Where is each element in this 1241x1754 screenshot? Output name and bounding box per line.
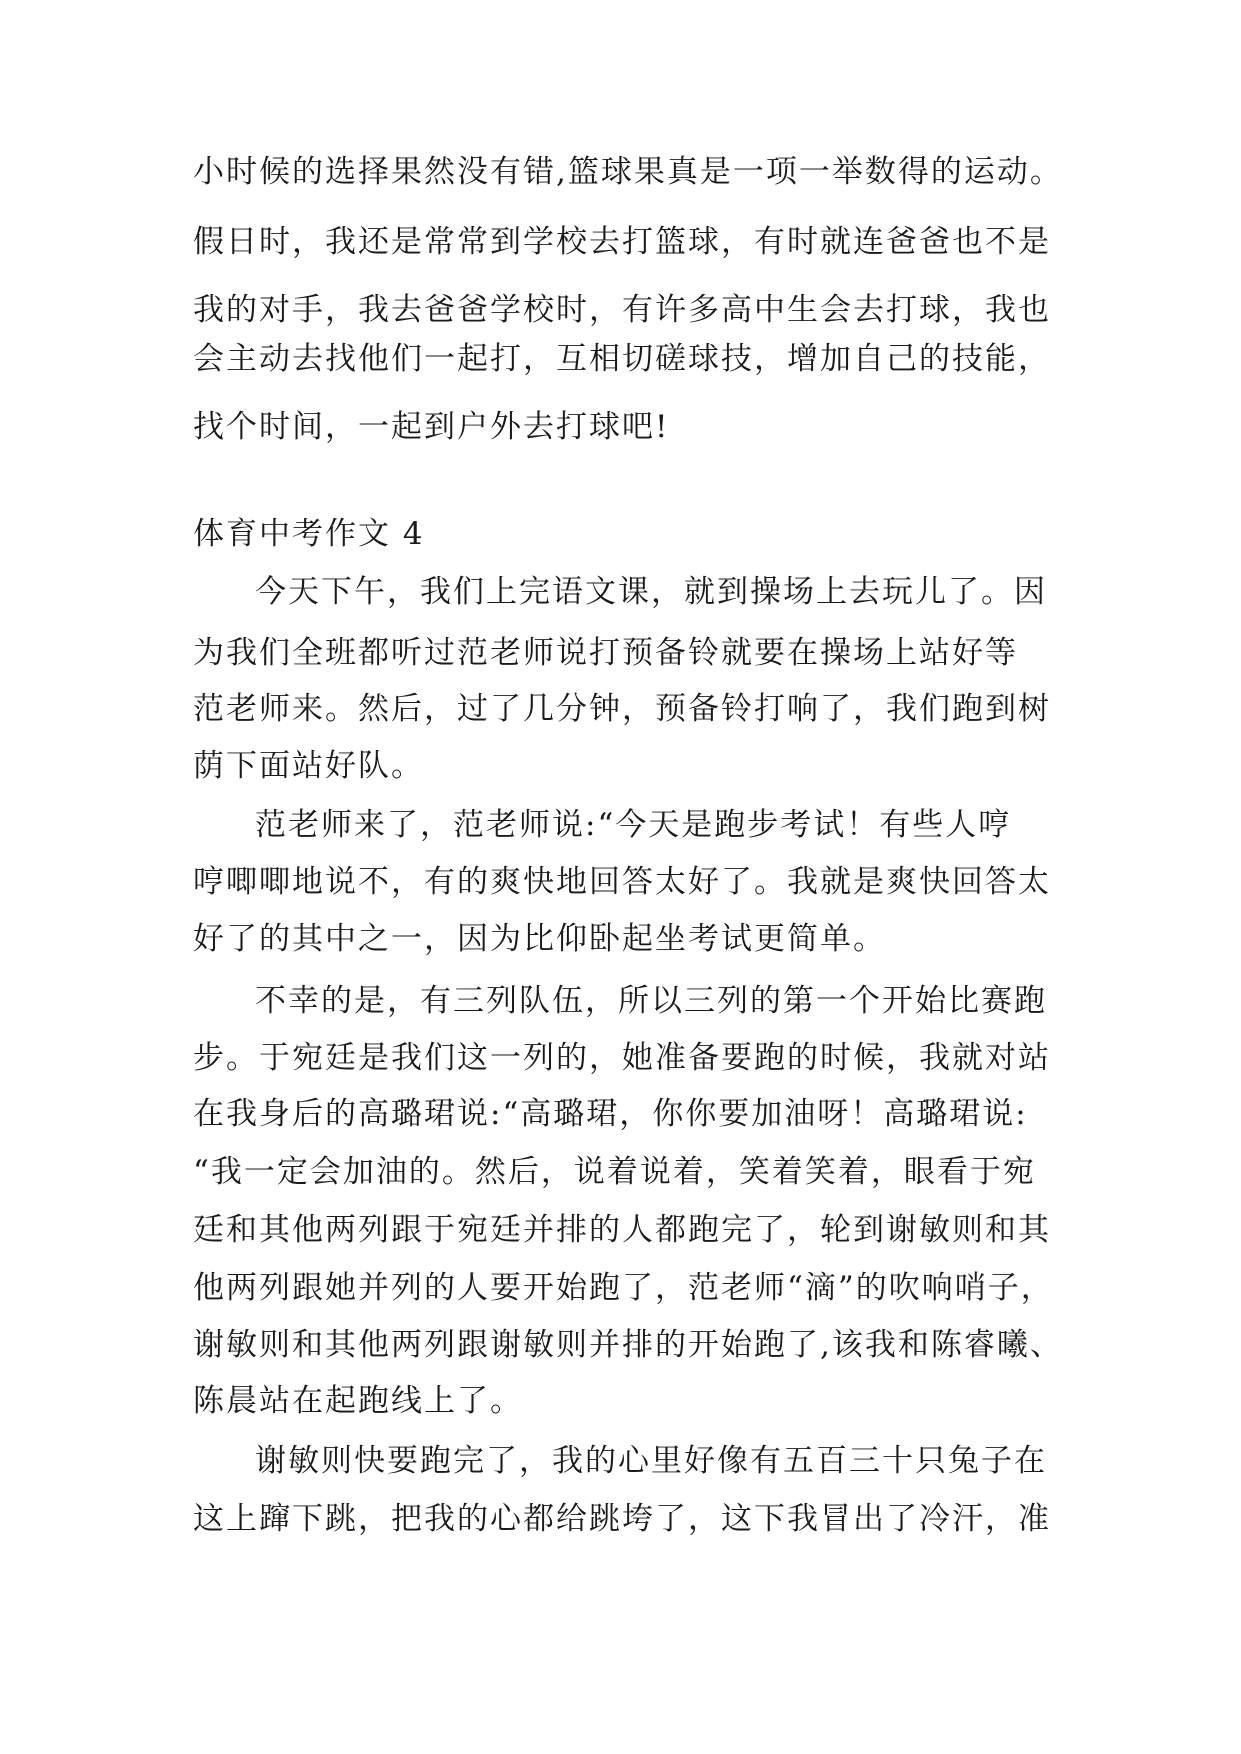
text-line: “我一定会加油的。然后，说着说着，笑着笑着，眼看于宛 [193,1154,1036,1190]
text-line: 好了的其中之一，因为比仰卧起坐考试更简单。 [193,921,886,957]
text-line: 假日时，我还是常常到学校去打篮球，有时就连爸爸也不是 [193,224,1051,260]
paragraph-first-line: 今天下午，我们上完语文课，就到操场上去玩儿了。因 [255,574,1047,610]
text-line: 他两列跟她并列的人要开始跑了，范老师“滴”的吹响哨子， [193,1270,1054,1306]
text-line: 陈晨站在起跑线上了。 [193,1383,523,1419]
text-line: 步。于宛廷是我们这一列的，她准备要跑的时候，我就对站 [193,1040,1051,1076]
section-heading: 体育中考作文 4 [193,516,425,552]
text-line: 会主动去找他们一起打，互相切磋球技，增加自己的技能， [193,341,1051,377]
paragraph-first-line: 谢敏则快要跑完了，我的心里好像有五百三十只兔子在 [255,1443,1047,1479]
text-line: 谢敏则和其他两列跟谢敏则并排的开始跑了,该我和陈睿曦、 [193,1327,1063,1363]
text-line: 小时候的选择果然没有错,篮球果真是一项一举数得的运动。 [193,154,1063,190]
text-line: 为我们全班都听过范老师说打预备铃就要在操场上站好等 [193,635,1018,671]
text-line: 这上蹿下跳，把我的心都给跳垮了，这下我冒出了冷汗，准 [193,1501,1051,1537]
text-line: 哼唧唧地说不，有的爽快地回答太好了。我就是爽快回答太 [193,864,1051,900]
text-line: 在我身后的高璐珺说:“高璐珺，你你要加油呀！高璐珺说: [193,1096,1028,1132]
text-line: 廷和其他两列跟于宛廷并排的人都跑完了，轮到谢敏则和其 [193,1212,1051,1248]
paragraph-first-line: 范老师来了，范老师说:“今天是跑步考试！有些人哼 [255,807,1012,843]
text-line: 我的对手，我去爸爸学校时，有许多高中生会去打球，我也 [193,292,1051,328]
text-line: 找个时间，一起到户外去打球吧! [193,409,670,445]
text-line: 荫下面站好队。 [193,748,424,784]
paragraph-first-line: 不幸的是，有三列队伍，所以三列的第一个开始比赛跑 [255,983,1047,1019]
text-line: 范老师来。然后，过了几分钟，预备铃打响了，我们跑到树 [193,691,1051,727]
